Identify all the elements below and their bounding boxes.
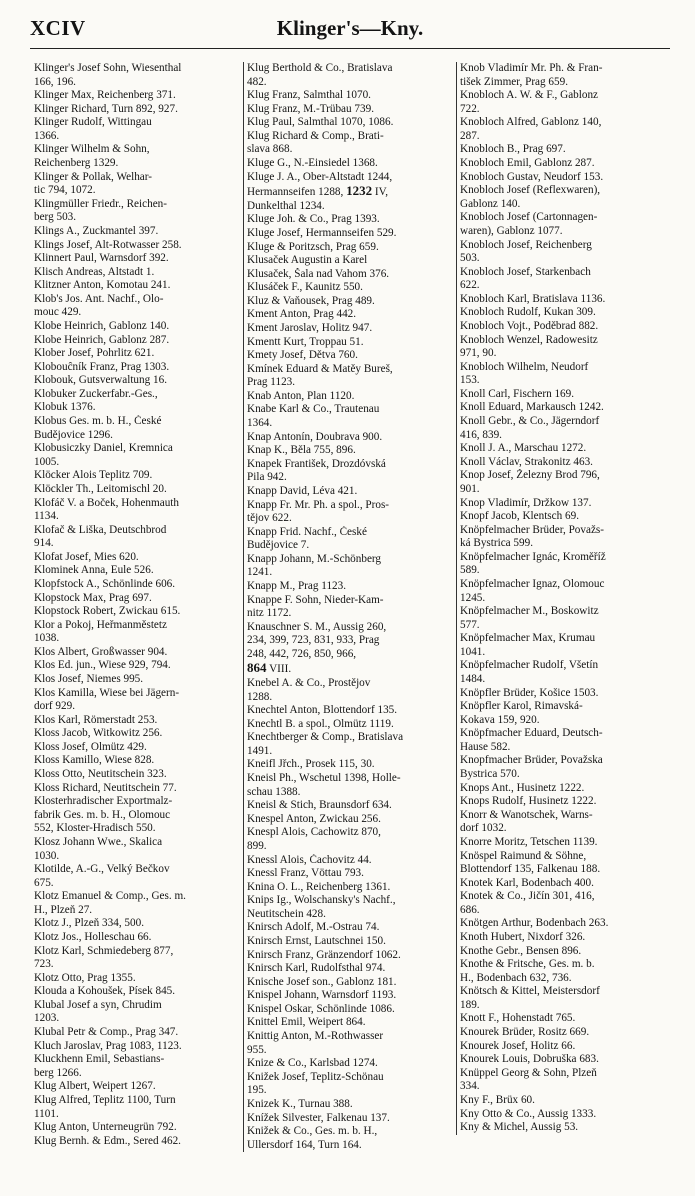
directory-entry-line: Knechtl B. a spol., Olmütz 1119. xyxy=(247,717,394,730)
directory-entry-line: Klinger Rudolf, Wittingau xyxy=(34,116,152,129)
directory-entry-line: Knoll Gebr., & Co., Jägerndorf xyxy=(460,415,600,428)
directory-entry-line: Knapp Fr. Mr. Ph. a spol., Pros- xyxy=(247,498,390,511)
directory-entry-line: Klopstock Max, Prag 697. xyxy=(34,591,152,604)
directory-entry-line: Klos Josef, Niemes 995. xyxy=(34,673,144,686)
directory-entry-line: Kment Anton, Prag 442. xyxy=(247,308,357,321)
directory-entry-line: Knobloch Alfred, Gablonz 140, xyxy=(460,116,602,129)
directory-entry-line: Kluge J. A., Ober-Altstadt 1244, xyxy=(247,170,393,183)
directory-entry-line: Knobloch Vojt., Poděbrad 882. xyxy=(460,319,599,332)
directory-entry-line: Reichenberg 1329. xyxy=(34,157,119,170)
directory-entry-line: Knourek Josef, Holitz 66. xyxy=(460,1039,576,1052)
directory-entry-line: Klinger's Josef Sohn, Wiesenthal xyxy=(34,62,182,74)
directory-entry-line: Knespl Alois, Cachowitz 870, xyxy=(247,826,381,839)
directory-entry-line: Knechtel Anton, Blottendorf 135. xyxy=(247,704,398,717)
directory-entry-line: Kneifl Jřch., Prosek 115, 30. xyxy=(247,758,375,771)
directory-entry-line: Kloss Jacob, Witkowitz 256. xyxy=(34,727,163,740)
directory-entry-line: Klouda a Kohoušek, Písek 845. xyxy=(34,985,176,998)
directory-entry-line: Kluckhenn Emil, Sebastians- xyxy=(34,1053,165,1066)
directory-entry-line: 1041. xyxy=(460,645,486,658)
directory-entry-line: Kmínek Eduard & Matěy Bureš, xyxy=(247,362,393,375)
directory-entry-line: 864 VIII. xyxy=(247,661,292,676)
directory-entry-line: mouc 429. xyxy=(34,306,82,319)
directory-entry-line: Knittel Emil, Weipert 864. xyxy=(247,1016,366,1029)
directory-entry-line: 722. xyxy=(460,102,480,115)
directory-entry-line: Knap Antonín, Doubrava 900. xyxy=(247,430,383,443)
directory-entry-line: 482. xyxy=(247,75,267,88)
directory-entry-line: Klug Paul, Salmthal 1070, 1086. xyxy=(247,116,394,129)
directory-entry-line: tějov 622. xyxy=(247,512,292,525)
directory-entry-line: Klopfstock A., Schönlinde 606. xyxy=(34,577,176,590)
directory-entry-line: Klofat Josef, Mies 620. xyxy=(34,550,139,563)
directory-entry-line: Knauschner S. M., Aussig 260, xyxy=(247,620,387,633)
directory-entry-line: Klusáček F., Kaunitz 550. xyxy=(247,281,363,294)
directory-entry-line: 503. xyxy=(460,252,480,265)
directory-entry-line: 166, 196. xyxy=(34,75,76,88)
directory-entry-line: Kluge Josef, Hermannseifen 529. xyxy=(247,226,397,239)
directory-entry-line: Kluge Joh. & Co., Prag 1393. xyxy=(247,213,380,226)
directory-entry-line: Kny F., Brüx 60. xyxy=(460,1093,535,1106)
directory-entry-line: Knobloch Josef (Reflexwaren), xyxy=(460,184,601,197)
directory-entry-line: schau 1388. xyxy=(247,785,301,798)
directory-entry-line: Knizek K., Turnau 388. xyxy=(247,1097,353,1110)
directory-entry-line: Hause 582. xyxy=(460,740,511,753)
directory-entry-line: Klos Kamilla, Wiese bei Jägern- xyxy=(34,686,180,699)
directory-entry-line: Klobuk 1376. xyxy=(34,401,96,414)
bold-number: 1232 xyxy=(346,184,373,199)
directory-entry-line: Knotek & Co., Jičín 301, 416, xyxy=(460,890,595,903)
directory-entry-line: Pila 942. xyxy=(247,471,287,484)
directory-entry-line: Klug Franz, M.-Trübau 739. xyxy=(247,102,374,115)
directory-entry-line: Knothe & Fritsche, Ges. m. b. xyxy=(460,958,595,971)
directory-entry-line: 234, 399, 723, 831, 933, Prag xyxy=(247,634,380,647)
directory-entry-line: Knöpfelmacher Ignác, Kroměříž xyxy=(460,550,606,563)
directory-entry-line: Klinger & Pollak, Welhar- xyxy=(34,170,152,183)
directory-entry-line: Klos Karl, Römerstadt 253. xyxy=(34,713,158,726)
directory-entry-line: Knoll J. A., Marschau 1272. xyxy=(460,442,587,455)
directory-entry-line: Knops Rudolf, Husinetz 1222. xyxy=(460,795,597,808)
directory-entry-line: 589. xyxy=(460,564,480,577)
directory-entry-line: 1288. xyxy=(247,690,273,703)
directory-entry-line: Knische Josef son., Gablonz 181. xyxy=(247,975,397,988)
directory-entry-line: tic 794, 1072. xyxy=(34,184,96,197)
directory-entry-line: Klopstock Robert, Zwickau 615. xyxy=(34,605,181,618)
directory-entry-line: Klofač & Liška, Deutschbrod xyxy=(34,523,167,536)
column-middle xyxy=(243,62,454,1152)
column-right xyxy=(456,62,674,1135)
directory-entry-line: nitz 1172. xyxy=(247,607,292,620)
directory-entry-line: Kny & Michel, Aussig 53. xyxy=(460,1121,579,1134)
directory-entry-line: Hermannseifen 1288, 1232 IV, xyxy=(247,184,389,199)
directory-entry-line: Knorr & Wanotschek, Warns- xyxy=(460,808,593,821)
directory-entry-line: Knessl Alois, Čachovitz 44. xyxy=(247,853,372,866)
directory-entry-line: Klinnert Paul, Warnsdorf 392. xyxy=(34,252,169,265)
directory-entry-line: Knips Ig., Wolschansky's Nachf., xyxy=(247,894,396,907)
directory-entry-line: Prag 1123. xyxy=(247,376,296,389)
directory-entry-line: Budějovice 7. xyxy=(247,539,310,552)
directory-entry-line: 1366. xyxy=(34,129,60,142)
directory-entry-line: Knessl Franz, Vöttau 793. xyxy=(247,867,364,880)
directory-entry-line: Knapp M., Prag 1123. xyxy=(247,579,347,592)
directory-entry-line: Budějovice 1296. xyxy=(34,428,113,441)
directory-entry-line: 622. xyxy=(460,279,480,292)
directory-entry-line: H., Bodenbach 632, 736. xyxy=(460,971,572,984)
directory-entry-line: Knöpfelmacher Rudolf, Všetín xyxy=(460,659,599,672)
directory-entry-line: Klug Richard & Comp., Brati- xyxy=(247,129,384,142)
directory-entry-line: Klobouk, Gutsverwaltung 16. xyxy=(34,374,167,387)
directory-entry-line: Knopf Jacob, Klentsch 69. xyxy=(460,510,579,523)
directory-entry-line: Klitzner Anton, Komotau 241. xyxy=(34,279,171,292)
directory-entry-line: Klotz J., Plzeň 334, 500. xyxy=(34,917,145,930)
directory-entry-line: Klobusiczky Daniel, Kremnica xyxy=(34,442,173,455)
directory-entry-line: Knobloch Josef, Starkenbach xyxy=(460,265,591,278)
directory-entry-line: Knöpfelmacher M., Boskowitz xyxy=(460,605,599,618)
directory-entry-line: Knižek Josef, Teplitz-Schönau xyxy=(247,1070,384,1083)
directory-entry-line: Knorre Moritz, Tetschen 1139. xyxy=(460,835,598,848)
directory-entry-line: Knothe Gebr., Bensen 896. xyxy=(460,944,582,957)
directory-entry-line: 1134. xyxy=(34,510,59,523)
directory-entry-line: 1101. xyxy=(34,1107,59,1120)
directory-entry-line: Klug Franz, Salmthal 1070. xyxy=(247,89,371,102)
directory-entry-line: Knobloch Wenzel, Radowesitz xyxy=(460,333,598,346)
directory-entry-line: Klug Alfred, Teplitz 1100, Turn xyxy=(34,1093,176,1106)
directory-entry-line: Klober Josef, Pohrlitz 621. xyxy=(34,347,155,360)
directory-entry-line: Knötsch & Kittel, Meistersdorf xyxy=(460,985,600,998)
directory-entry-line: H., Plzeň 27. xyxy=(34,903,93,916)
directory-entry-line: berg 1266. xyxy=(34,1066,82,1079)
directory-entry-line: Kloss Richard, Neutitschein 77. xyxy=(34,781,177,794)
directory-entry-line: Klings A., Zuckmantel 397. xyxy=(34,224,159,237)
directory-entry-line: 1005. xyxy=(34,455,60,468)
directory-entry-line: Knopfmacher Brüder, Považska xyxy=(460,754,603,767)
directory-entry-line: Knob Vladimír Mr. Ph. & Fran- xyxy=(460,62,603,74)
directory-entry-line: Klob's Jos. Ant. Nachf., Olo- xyxy=(34,292,164,305)
page-number: XCIV xyxy=(30,16,86,40)
directory-entry-line: tišek Zimmer, Prag 659. xyxy=(460,75,568,88)
directory-entry-line: Knap K., Běla 755, 896. xyxy=(247,444,356,457)
directory-entry-line: Kny Otto & Co., Aussig 1333. xyxy=(460,1107,597,1120)
directory-entry-line: 287. xyxy=(460,129,480,142)
directory-entry-line: Knížek Silvester, Falkenau 137. xyxy=(247,1111,390,1124)
directory-entry-line: ká Bystrica 599. xyxy=(460,537,534,550)
directory-entry-line: Klobe Heinrich, Gablonz 287. xyxy=(34,333,170,346)
directory-entry-line: Knobloch Rudolf, Kukan 309. xyxy=(460,306,596,319)
directory-entry-line: Klofáč V. a Boček, Hohenmauth xyxy=(34,496,179,509)
directory-entry-line: dorf 929. xyxy=(34,700,76,713)
directory-entry-line: Blottendorf 135, Falkenau 188. xyxy=(460,863,601,876)
directory-entry-line: Klobouĉník Franz, Prag 1303. xyxy=(34,360,170,373)
directory-entry-line: Klingmüller Friedr., Reichen- xyxy=(34,197,167,210)
directory-entry-line: dorf 1032. xyxy=(460,822,507,835)
directory-entry-line: Knize & Co., Karlsbad 1274. xyxy=(247,1057,378,1070)
directory-entry-line: Knapp Johann, M.-Schönberg xyxy=(247,552,382,565)
directory-entry-line: 955. xyxy=(247,1043,267,1056)
directory-entry-line: 723. xyxy=(34,958,54,971)
directory-entry-line: Kluch Jaroslav, Prag 1083, 1123. xyxy=(34,1039,182,1052)
directory-entry-line: 901. xyxy=(460,482,480,495)
directory-entry-line: 1491. xyxy=(247,744,273,757)
directory-entry-line: Klisch Andreas, Altstadt 1. xyxy=(34,265,155,278)
directory-entry-line: Knoth Hubert, Nixdorf 326. xyxy=(460,931,586,943)
directory-entry-line: Klobus Ges. m. b. H., České xyxy=(34,415,162,428)
directory-entry-line: Kokava 159, 920. xyxy=(460,713,540,726)
directory-entry-line: waren), Gablonz 1077. xyxy=(460,224,563,237)
directory-entry-line: Klinger Wilhelm & Sohn, xyxy=(34,143,150,156)
directory-entry-line: 914. xyxy=(34,537,54,550)
directory-entry-line: Knina O. L., Reichenberg 1361. xyxy=(247,880,391,893)
directory-entry-line: Knobloch A. W. & F., Gablonz xyxy=(460,89,599,102)
directory-entry-line: Kluge G., N.-Einsiedel 1368. xyxy=(247,157,378,170)
directory-entry-line: Knirsch Franz, Gränzendorf 1062. xyxy=(247,948,401,961)
directory-entry-line: Kloss Kamillo, Wiese 828. xyxy=(34,754,155,767)
directory-entry-line: Knöpfler Brüder, Košice 1503. xyxy=(460,686,599,699)
directory-entry-line: Klobuker Zuckerfabr.-Ges., xyxy=(34,387,158,400)
directory-entry-line: Knobloch B., Prag 697. xyxy=(460,143,566,156)
directory-entry-line: 248, 442, 726, 850, 966, xyxy=(247,647,357,660)
directory-entry-line: Knapp Frid. Nachf., České xyxy=(247,525,367,538)
directory-entry-line: 1203. xyxy=(34,1012,60,1025)
directory-entry-line: Knespel Anton, Zwickau 256. xyxy=(247,812,381,825)
directory-entry-line: 971, 90. xyxy=(460,347,497,360)
directory-entry-line: Knispel Johann, Warnsdorf 1193. xyxy=(247,989,397,1002)
directory-entry-line: Klosz Johann Wwe., Skalica xyxy=(34,835,163,848)
directory-entry-line: Knüppel Georg & Sohn, Plzeň xyxy=(460,1066,597,1079)
directory-entry-line: Knöpfelmacher Ignaz, Olomouc xyxy=(460,577,605,590)
directory-entry-line: Knittig Anton, M.-Rothwasser xyxy=(247,1030,384,1043)
directory-entry-line: Knöpfelmacher Brüder, Považs- xyxy=(460,523,605,536)
directory-entry-line: Knobloch Wilhelm, Neudorf xyxy=(460,360,589,373)
directory-entry-line: Klöckler Th., Leitomischl 20. xyxy=(34,482,167,495)
directory-entry-line: Klinger Max, Reichenberg 371. xyxy=(34,89,176,102)
directory-entry-line: Kluge & Poritzsch, Prag 659. xyxy=(247,240,379,253)
directory-entry-line: Knirsch Ernst, Lautschnei 150. xyxy=(247,935,386,947)
directory-entry-line: fabrik Ges. m. b. H., Olomouc xyxy=(34,808,171,821)
directory-entry-line: Klobe Heinrich, Gablonz 140. xyxy=(34,319,170,332)
directory-entry-line: Knott F., Hohenstadt 765. xyxy=(460,1012,576,1025)
directory-entry-line: 1030. xyxy=(34,849,60,862)
directory-entry-line: Knobloch Josef, Reichenberg xyxy=(460,238,592,251)
directory-entry-line: slava 868. xyxy=(247,143,293,156)
directory-entry-line: Knöpfelmacher Max, Krumau xyxy=(460,632,596,645)
directory-entry-line: Klos Ed. jun., Wiese 929, 794. xyxy=(34,659,171,672)
directory-entry-line: Knops Ant., Husinetz 1222. xyxy=(460,781,585,794)
directory-entry-line: Klug Berthold & Co., Bratislava xyxy=(247,62,393,74)
directory-entry-line: 1038. xyxy=(34,632,60,645)
directory-entry-line: 675. xyxy=(34,876,54,889)
directory-entry-line: Klos Albert, Großwasser 904. xyxy=(34,645,168,658)
directory-entry-line: Dunkelthal 1234. xyxy=(247,199,325,212)
directory-entry-line: Knirsch Adolf, M.-Ostrau 74. xyxy=(247,921,380,934)
directory-entry-line: Knispel Oskar, Schönlinde 1086. xyxy=(247,1002,395,1015)
directory-entry-line: Knobloch Karl, Bratislava 1136. xyxy=(460,292,606,305)
directory-entry-line: Klor a Pokoj, Heřmanměstetz xyxy=(34,618,167,631)
directory-entry-line: Knapek František, Drozdóvská xyxy=(247,457,386,470)
directory-entry-line: Knötgen Arthur, Bodenbach 263. xyxy=(460,917,609,930)
directory-entry-line: Knab Anton, Plan 1120. xyxy=(247,389,355,402)
directory-entry-line: Knotek Karl, Bodenbach 400. xyxy=(460,876,594,889)
directory-entry-line: 189. xyxy=(460,998,480,1011)
directory-entry-line: Klings Josef, Alt-Rotwasser 258. xyxy=(34,238,182,251)
directory-entry-line: Ullersdorf 164, Turn 164. xyxy=(247,1138,362,1151)
directory-entry-line: Klusaček, Šala nad Vahom 376. xyxy=(247,267,390,280)
directory-entry-line: Klug Bernh. & Edm., Sered 462. xyxy=(34,1134,181,1147)
directory-entry-line: Neutitschein 428. xyxy=(247,907,326,920)
directory-entry-line: 1484. xyxy=(460,673,486,686)
directory-entry-line: Klotz Otto, Prag 1355. xyxy=(34,971,136,984)
directory-entry-line: Klusaček Augustin a Karel xyxy=(247,254,368,267)
page-header xyxy=(30,14,670,48)
directory-entry-line: Knoll Carl, Fischern 169. xyxy=(460,387,575,400)
directory-entry-line: Knourek Brüder, Rositz 669. xyxy=(460,1026,590,1039)
directory-entry-line: Klotilde, A.-G., Velký Bečkov xyxy=(34,863,170,876)
directory-entry-line: Kmety Josef, Dětva 760. xyxy=(247,349,358,362)
directory-entry-line: Klinger Richard, Turn 892, 927. xyxy=(34,102,178,115)
directory-entry-line: 899. xyxy=(247,839,267,852)
directory-entry-line: Knop Vladimír, Držkow 137. xyxy=(460,496,592,509)
directory-entry-line: 1245. xyxy=(460,591,486,604)
directory-entry-line: Knobloch Josef (Cartonnagen- xyxy=(460,211,598,224)
directory-entry-line: Klominek Anna, Eule 526. xyxy=(34,564,154,577)
directory-entry-line: Klotz Jos., Holleschau 66. xyxy=(34,931,152,943)
directory-entry-line: Kneisl & Stich, Braunsdorf 634. xyxy=(247,799,392,812)
directory-entry-line: Kmentt Kurt, Troppau 51. xyxy=(247,335,364,348)
directory-entry-line: Knoll Eduard, Markausch 1242. xyxy=(460,401,604,414)
directory-entry-line: Klug Anton, Unterneugrün 792. xyxy=(34,1121,177,1134)
directory-entry-line: Kment Jaroslav, Holitz 947. xyxy=(247,321,373,334)
column-left xyxy=(34,62,236,1148)
directory-entry-line: 334. xyxy=(460,1080,480,1093)
directory-entry-line: Knabe Karl & Co., Trautenau xyxy=(247,403,380,416)
directory-entry-line: Klotz Emanuel & Comp., Ges. m. xyxy=(34,890,186,903)
directory-entry-line: Bystrica 570. xyxy=(460,768,520,781)
directory-entry-line: Knourek Louis, Dobruška 683. xyxy=(460,1053,599,1066)
header-rule xyxy=(30,48,670,49)
directory-entry-line: Knöpfler Karol, Rimavská- xyxy=(460,700,583,713)
directory-entry-line: Knöspel Raimund & Söhne, xyxy=(460,849,587,862)
directory-entry-line: Knirsch Karl, Rudolfsthal 974. xyxy=(247,962,386,975)
directory-entry-line: Klöcker Alois Teplitz 709. xyxy=(34,469,153,482)
directory-entry-line: Klubal Petr & Comp., Prag 347. xyxy=(34,1026,179,1039)
directory-entry-line: Knappe F. Sohn, Nieder-Kam- xyxy=(247,593,384,606)
directory-entry-line: 195. xyxy=(247,1084,267,1097)
directory-entry-line: Klug Albert, Weipert 1267. xyxy=(34,1080,156,1093)
directory-entry-line: 1241. xyxy=(247,566,273,579)
directory-entry-line: Knobloch Gustav, Neudorf 153. xyxy=(460,170,604,183)
directory-entry-line: Knobloch Emil, Gablonz 287. xyxy=(460,157,595,170)
directory-entry-line: 686. xyxy=(460,903,480,916)
directory-entry-line: Knižek & Co., Ges. m. b. H., xyxy=(247,1125,378,1138)
page-title: Klinger's—Kny. xyxy=(276,16,424,40)
directory-entry-line: Gablonz 140. xyxy=(460,197,521,210)
directory-entry-line: 552, Kloster-Hradisch 550. xyxy=(34,822,156,835)
directory-entry-line: Knebel A. & Co., Prostějov xyxy=(247,677,371,690)
directory-entry-line: Kluz & Vaňousek, Prag 489. xyxy=(247,294,375,307)
bold-number: 864 xyxy=(247,661,267,676)
directory-entry-line: Kneisl Ph., Wschetul 1398, Holle- xyxy=(247,772,401,785)
directory-entry-line: Kloss Josef, Olmütz 429. xyxy=(34,740,147,753)
directory-entry-line: Klubal Josef a syn, Chrudim xyxy=(34,998,162,1011)
directory-entry-line: Knöpfmacher Eduard, Deutsch- xyxy=(460,727,603,740)
directory-entry-line: Kloss Otto, Neutitschein 323. xyxy=(34,768,167,781)
directory-entry-line: 577. xyxy=(460,618,480,631)
directory-entry-line: Knop Josef, Železny Brod 796, xyxy=(460,469,600,482)
directory-entry-line: Knechtberger & Comp., Bratislava xyxy=(247,731,404,744)
directory-entry-line: berg 503. xyxy=(34,211,77,224)
directory-entry-line: 153. xyxy=(460,374,480,387)
directory-entry-line: Klosterhradischer Exportmalz- xyxy=(34,795,173,808)
directory-entry-line: Knapp David, Léva 421. xyxy=(247,484,358,497)
directory-entry-line: 416, 839. xyxy=(460,428,502,441)
directory-entry-line: Klotz Karl, Schmiedeberg 877, xyxy=(34,944,174,957)
directory-entry-line: 1364. xyxy=(247,417,273,430)
directory-entry-line: Knoll Václav, Strakonitz 463. xyxy=(460,455,593,468)
